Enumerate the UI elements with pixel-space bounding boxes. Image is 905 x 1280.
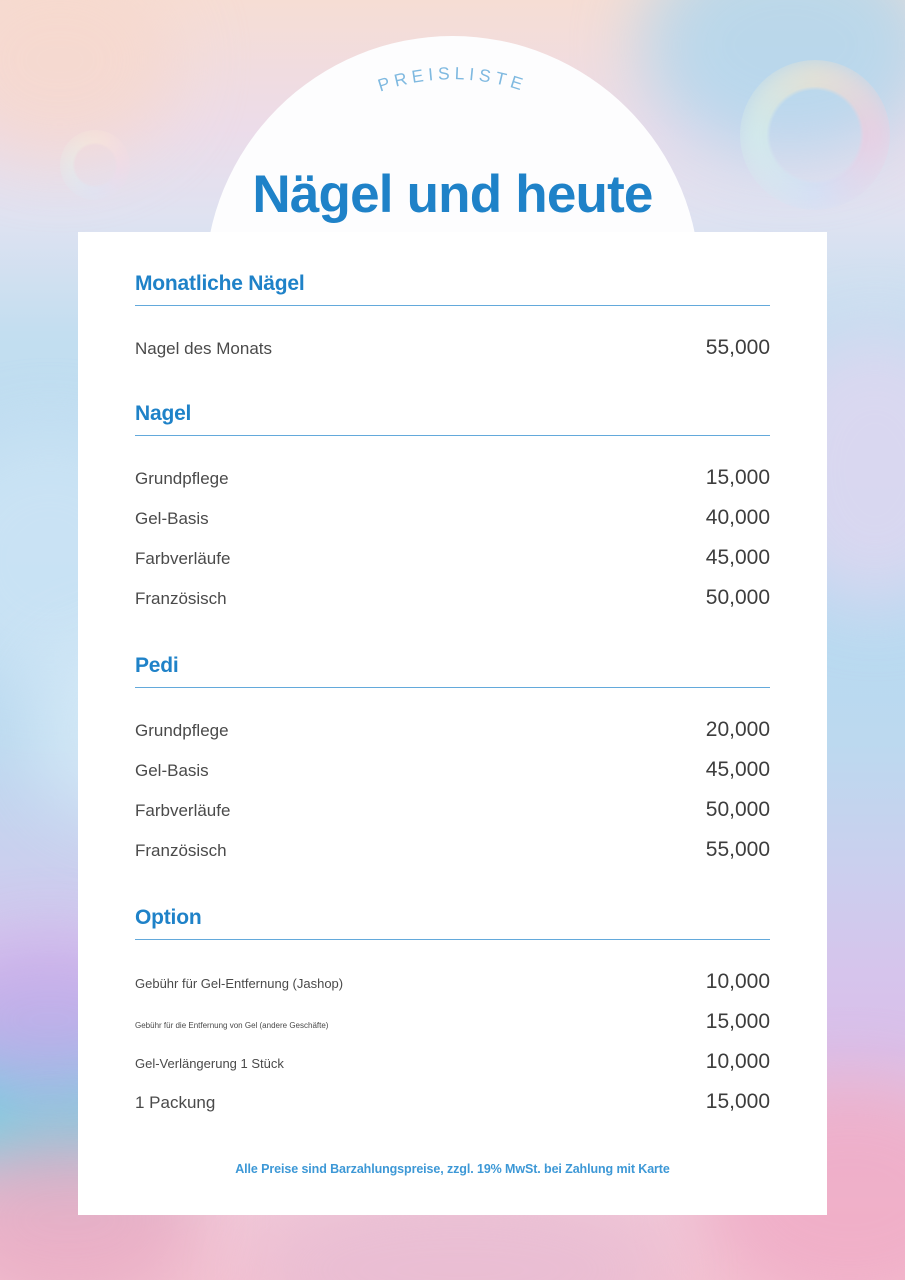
service-name: Farbverläufe: [135, 801, 231, 821]
service-name: Gel-Basis: [135, 761, 209, 781]
price-row: [135, 718, 770, 742]
section-heading: Monatliche Nägel: [135, 272, 305, 295]
price-row: [135, 970, 770, 994]
service-name: Gel-Verlängerung 1 Stück: [135, 1056, 284, 1072]
section-divider: [135, 939, 770, 940]
price-row: [135, 1010, 770, 1034]
page-title: Nägel und heute: [252, 165, 653, 224]
service-price: 10,000: [705, 1050, 770, 1074]
service-name: Französisch: [135, 589, 227, 609]
service-name: 1 Packung: [135, 1093, 216, 1113]
price-row: [135, 506, 770, 530]
price-section: [135, 654, 770, 862]
price-row: [135, 798, 770, 822]
section-heading: Nagel: [135, 402, 192, 425]
service-name: Gel-Basis: [135, 509, 209, 529]
section-divider: [135, 435, 770, 436]
price-row: [135, 336, 770, 360]
price-row: [135, 758, 770, 782]
service-price: 40,000: [705, 506, 770, 530]
service-price: 50,000: [705, 586, 770, 610]
service-name: Gebühr für Gel-Entfernung (Jashop): [135, 976, 344, 992]
price-row: [135, 1050, 770, 1074]
price-row: [135, 838, 770, 862]
price-section: [135, 402, 770, 610]
section-divider: [135, 305, 770, 306]
service-price: 10,000: [705, 970, 770, 994]
section-heading: Pedi: [135, 654, 179, 677]
service-price: 15,000: [705, 466, 770, 490]
service-name: Farbverläufe: [135, 549, 231, 569]
service-price: 15,000: [705, 1010, 770, 1034]
price-section: [135, 272, 770, 360]
service-price: 55,000: [705, 336, 770, 360]
price-row: [135, 466, 770, 490]
service-name: Französisch: [135, 841, 227, 861]
service-price: 50,000: [705, 798, 770, 822]
section-divider: [135, 687, 770, 688]
service-name: Gebühr für die Entfernung von Gel (andere Geschäfte): [135, 1021, 329, 1031]
service-price: 20,000: [705, 718, 770, 742]
service-price: 45,000: [705, 758, 770, 782]
kicker-label: PREISLISTE: [375, 63, 530, 96]
service-name: Grundpflege: [135, 469, 229, 489]
service-price: 45,000: [705, 546, 770, 570]
footnote-text: Alle Preise sind Barzahlungspreise, zzgl. 19% MwSt. bei Zahlung mit Karte: [235, 1162, 670, 1176]
service-name: Grundpflege: [135, 721, 229, 741]
price-row: [135, 586, 770, 610]
section-heading: Option: [135, 906, 202, 929]
price-section: [135, 906, 770, 1114]
service-name: Nagel des Monats: [135, 339, 273, 359]
service-price: 15,000: [705, 1090, 770, 1114]
price-row: [135, 1090, 770, 1114]
price-row: [135, 546, 770, 570]
service-price: 55,000: [705, 838, 770, 862]
